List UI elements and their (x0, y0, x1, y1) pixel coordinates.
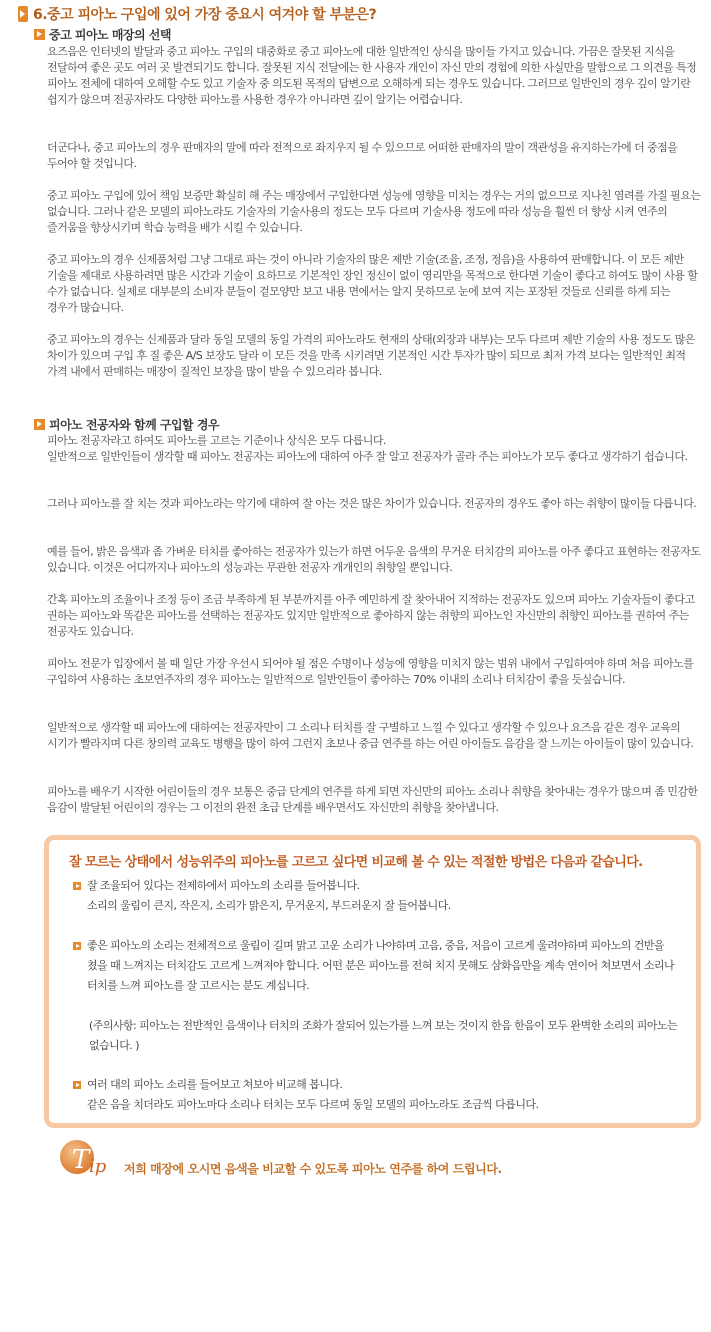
paragraph: 간혹 피아노의 조율이나 조정 등이 조금 부족하게 된 부분까지를 아주 예민하게 잘 찾아내어 지적하는 전공자도 있으며 피아노 기술자들이 좋다고 권하는 피아노와 똑같은 피아노를 선택하는 전공자도 있지만 일반적으로 좋아하지 않는 취향의 피아노인 자신만의 취향인 피아노를 권하여 주는 전공자도 있습니다. (47, 593, 695, 638)
caution-note: (주의사항: 피아노는 전반적인 음색이나 터치의 조화가 잘되어 있는가를 느껴 보는 것이지 한음 한음이 모두 완벽한 소리의 피아노는 없습니다. ) (89, 1019, 678, 1052)
tip-logo-rest: ip (89, 1156, 107, 1177)
paragraph: 피아노를 배우기 시작한 어린이들의 경우 보통은 중급 단계의 연주를 하게 되면 자신만의 피아노 소리나 취향을 찾아내는 경우가 많으며 좀 민감한 음감이 발달된 어린이의 경우는 그 이전의 완전 초급 단계를 배우면서도 자신만의 취향을 찾아냅니다. (47, 785, 698, 814)
tip-logo-T: T (72, 1145, 90, 1175)
arrow-bullet-icon (73, 882, 81, 890)
subsection-header-major (34, 416, 219, 433)
arrow-bullet-icon (73, 1081, 81, 1089)
paragraph: 중고 피아노의 경우 신제품처럼 그냥 그대로 파는 것이 아니라 기술자의 많은 제반 기술(조율, 조정, 정음)을 사용하여 판매합니다. 이 모든 제반 기술을 제대로 사용하려면 많은 시간과 기술이 요하므로 기본적인 장인 정신이 없이 영리만을 목적으로 한다면 기술이 좋다고 하여도 많이 사용 할 수가 없습니다. 실제로 대부분의 소비자 분들이 겉모양만 보고 내용 면에서는 알지 못하므로 눈에 보여 지는 포장된 것들로 신뢰를 하게 되는 경우가 많습니다. (47, 253, 698, 314)
subsection-header-store (34, 26, 171, 43)
subsection-title: 피아노 전공자와 함께 구입할 경우 (49, 418, 220, 432)
paragraph: 중고 피아노 구입에 있어 책임 보증만 확실히 해 주는 매장에서 구입한다면 성능에 영향을 미치는 경우는 거의 없으므로 지나친 염려를 가질 필요는 없습니다. 그러나 같은 모델의 피아노라도 기술자의 기술사용의 정도는 모두 다르며 기술사용 정도에 따라 성능을 훨씬 더 향상 시켜 연주의 즐거움을 향상시키며 학습 능력을 배가 시킬 수 있습니다. (47, 189, 701, 234)
arrow-bullet-icon (34, 29, 45, 40)
paragraph: 요즈음은 인터넷의 발달과 중고 피아노 구입의 대중화로 중고 피아노에 대한 일반적인 상식을 많이들 가지고 있습니다. 가끔은 잘못된 지식을 전달하여 좋은 곳도 여러 곳 발견되기도 합니다. 잘못된 지식 전달에는 한 사용자 개인이 자신 만의 경험에 의한 사실만을 말함으로 그 의견을 특정 피아노 전체에 대하여 오해할 수도 있고 기술자 중 의도된 목적의 답변으로 오해하게 되는 경우도 있습니다. 그러므로 일반인의 경우 깊이 알기란 쉽지가 않으며 전공자라도 다양한 피아노를 사용한 경우가 아니라면 깊이 알기는 어렵습니다. (47, 45, 697, 106)
tip-logo-icon (60, 1138, 116, 1184)
section-header (18, 4, 376, 24)
paragraph: 중고 피아노의 경우는 신제품과 달라 동일 모델의 동일 가격의 피아노라도 현재의 상태(외장과 내부)는 모두 다르며 제반 기술의 사용 정도도 많은 차이가 있으며 구입 후 질 좋은 A/S 보장도 달라 이 모든 것을 만족 시키려면 기본적인 시간 투자가 많이 되므로 최저 가격 보다는 일반적인 최적 가격 내에서 판매하는 매장이 질적인 보장을 많이 받을 수 있으리라 봅니다. (47, 333, 695, 378)
paragraph: 더군다나, 중고 피아노의 경우 판매자의 말에 따라 전적으로 좌지우지 될 수 있으므로 어떠한 판매자의 말이 객관성을 유지하는가에 더 중점을 두어야 할 것입니다. (47, 141, 678, 170)
section-title: 6.중고 피아노 구입에 있어 가장 중요시 여겨야 할 부분은? (33, 7, 377, 23)
box-heading: 잘 모르는 상태에서 성능위주의 피아노를 고르고 싶다면 비교해 볼 수 있는 적절한 방법은 다음과 같습니다. (69, 855, 643, 870)
paragraph: 예를 들어, 밝은 음색과 좀 가벼운 터치를 좋아하는 전공자가 있는가 하면 어두운 음색의 무거운 터치감의 피아노를 아주 좋다고 표현하는 전공자도 있습니다. 이것은 어디까지나 피아노의 성능과는 무관한 전공자 개개인의 취향일 뿐입니다. (47, 545, 701, 574)
arrow-bullet-icon (18, 6, 28, 22)
tip-item: 잘 조율되어 있다는 전제하에서 피아노의 소리를 들어봅니다. 소리의 울림이 큰지, 작은지, 소리가 맑은지, 무거운지, 부드러운지 잘 들어봅니다. (87, 879, 451, 912)
tip-item: 여러 대의 피아노 소리를 들어보고 쳐보아 비교해 봅니다. 같은 음을 치더라도 피아노마다 소리나 터치는 모두 다르며 동일 모델의 피아노라도 조금씩 다릅니다. (87, 1078, 539, 1111)
arrow-bullet-icon (73, 942, 81, 950)
tip-item: 좋은 피아노의 소리는 전체적으로 울림이 길며 맑고 고운 소리가 나야하며 고음, 중음, 저음이 고르게 울려야하며 피아노의 건반을 쳤을 때 느껴지는 터치감도 고르게 느껴져야 합니다. 어떤 분은 피아노를 전혀 치지 못해도 삼화음만을 계속 연이어 쳐보면서 소리나 터치를 느껴 피아노를 잘 고르시는 분도 계십니다. (87, 939, 675, 992)
paragraph: 피아노 전문가 입장에서 볼 때 일단 가장 우선시 되어야 될 점은 수명이나 성능에 영향을 미치지 않는 범위 내에서 구입하여야 하며 처음 피아노를 구입하여 사용하는 초보연주자의 경우 피아노는 일반적으로 일반인들이 좋아하는 70% 이내의 소리나 터치감이 좋을 듯싶습니다. (47, 657, 694, 686)
paragraph: 피아노 전공자라고 하여도 피아노를 고르는 기준이나 상식은 모두 다릅니다. 일반적으로 일반인들이 생각할 때 피아노 전공자는 피아노에 대하여 아주 잘 알고 전공자가 골라 주는 피아노가 모두 좋다고 생각하기 쉽습니다. (47, 434, 688, 463)
comparison-tips-box (44, 835, 701, 1128)
paragraph: 일반적으로 생각할 때 피아노에 대하여는 전공자만이 그 소리나 터치를 잘 구별하고 느낄 수 있다고 생각할 수 있으나 요즈음 같은 경우 교육의 시기가 빨라지며 다른 창의력 교육도 병행을 많이 하여 그런지 초보나 중급 연주를 하는 어린 아이들도 음감을 잘 느끼는 아이들이 많이 있습니다. (47, 721, 694, 750)
arrow-bullet-icon (34, 419, 45, 430)
paragraph: 그러나 피아노를 잘 치는 것과 피아노라는 악기에 대하여 잘 아는 것은 많은 차이가 있습니다. 전공자의 경우도 좋아 하는 취향이 많이들 다릅니다. (47, 497, 697, 510)
tip-message: 저희 매장에 오시면 음색을 비교할 수 있도록 피아노 연주를 하여 드립니다. (124, 1162, 502, 1176)
subsection-title: 중고 피아노 매장의 선택 (49, 28, 171, 42)
